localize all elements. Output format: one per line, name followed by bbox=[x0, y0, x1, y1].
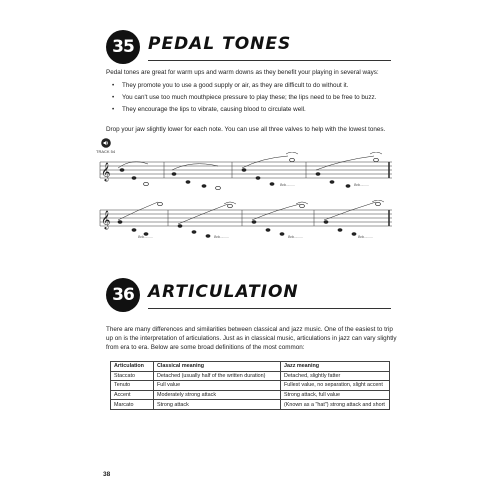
table-cell: Full value bbox=[154, 381, 281, 391]
section-title: PEDAL TONES bbox=[148, 34, 292, 54]
table-header-row bbox=[111, 362, 390, 372]
svg-text:𝄞: 𝄞 bbox=[101, 162, 111, 181]
table-cell: Fullest value, no separation, slight accent bbox=[281, 381, 390, 391]
column-header: Articulation bbox=[111, 362, 154, 372]
list-item: • They promote you to use a good supply or air, as they are difficult to do without it. bbox=[112, 80, 402, 92]
column-header: Classical meaning bbox=[154, 362, 281, 372]
table-cell: Staccato bbox=[111, 371, 154, 381]
table-row bbox=[111, 390, 390, 400]
table-row bbox=[111, 400, 390, 410]
articulation-intro: There are many differences and similarities between classical and jazz music. One of the easiest to trip up on is the interpretation of articulations. Just as in classical music, articulations in jazz can vary slightly from era to era. Below are some broad definitions of the most common: bbox=[106, 326, 397, 351]
table-cell: Moderately strong attack bbox=[154, 390, 281, 400]
table-cell: Detached, slightly fatter bbox=[281, 371, 390, 381]
table-cell: Strong attack bbox=[154, 400, 281, 410]
pedal-tones-intro: Pedal tones are great for warm ups and warm downs as they benefit your playing in several ways: bbox=[106, 69, 379, 76]
svg-text:8vb..........: 8vb.......... bbox=[214, 235, 230, 239]
pedal-tones-benefits-list bbox=[112, 80, 402, 116]
table-cell: Strong attack, full value bbox=[281, 390, 390, 400]
svg-text:8vb..........: 8vb.......... bbox=[358, 235, 374, 239]
articulation-table bbox=[110, 361, 390, 410]
svg-text:8vb..........: 8vb.......... bbox=[280, 183, 296, 187]
list-item: • They encourage the lips to vibrate, causing blood to circulate well. bbox=[112, 104, 402, 116]
table-cell: Accent bbox=[111, 390, 154, 400]
svg-text:8vb..........: 8vb.......... bbox=[354, 183, 370, 187]
section-36-heading bbox=[106, 278, 391, 312]
track-label: TRACK 54 bbox=[96, 149, 116, 154]
music-staff-1 bbox=[92, 152, 392, 192]
table-cell: Tenuto bbox=[111, 381, 154, 391]
table-cell: Marcato bbox=[111, 400, 154, 410]
table-cell: (Known as a "hat") strong attack and short bbox=[281, 400, 390, 410]
svg-text:8vb..........: 8vb.......... bbox=[138, 235, 154, 239]
speaker-icon bbox=[101, 138, 111, 148]
page-number: 38 bbox=[103, 471, 111, 478]
svg-text:8vb..........: 8vb.......... bbox=[288, 235, 304, 239]
list-item: • You can't use too much mouthpiece pressure to play these; the lips need to be free to buzz. bbox=[112, 92, 402, 104]
heading-rule bbox=[148, 308, 391, 309]
svg-text:𝄞: 𝄞 bbox=[101, 210, 111, 229]
section-number-badge: 35 bbox=[106, 30, 140, 64]
music-staff-2 bbox=[92, 200, 392, 240]
section-title: ARTICULATION bbox=[148, 282, 299, 302]
table-cell: Detached (usually half of the written duration) bbox=[154, 371, 281, 381]
pedal-tones-instruction: Drop your jaw slightly lower for each note. You can use all three valves to help with the lowest tones. bbox=[106, 126, 386, 133]
section-number-badge: 36 bbox=[106, 278, 140, 312]
heading-rule bbox=[148, 60, 391, 61]
table-row bbox=[111, 381, 390, 391]
column-header: Jazz meaning bbox=[281, 362, 390, 372]
table-row bbox=[111, 371, 390, 381]
section-35-heading bbox=[106, 30, 391, 64]
